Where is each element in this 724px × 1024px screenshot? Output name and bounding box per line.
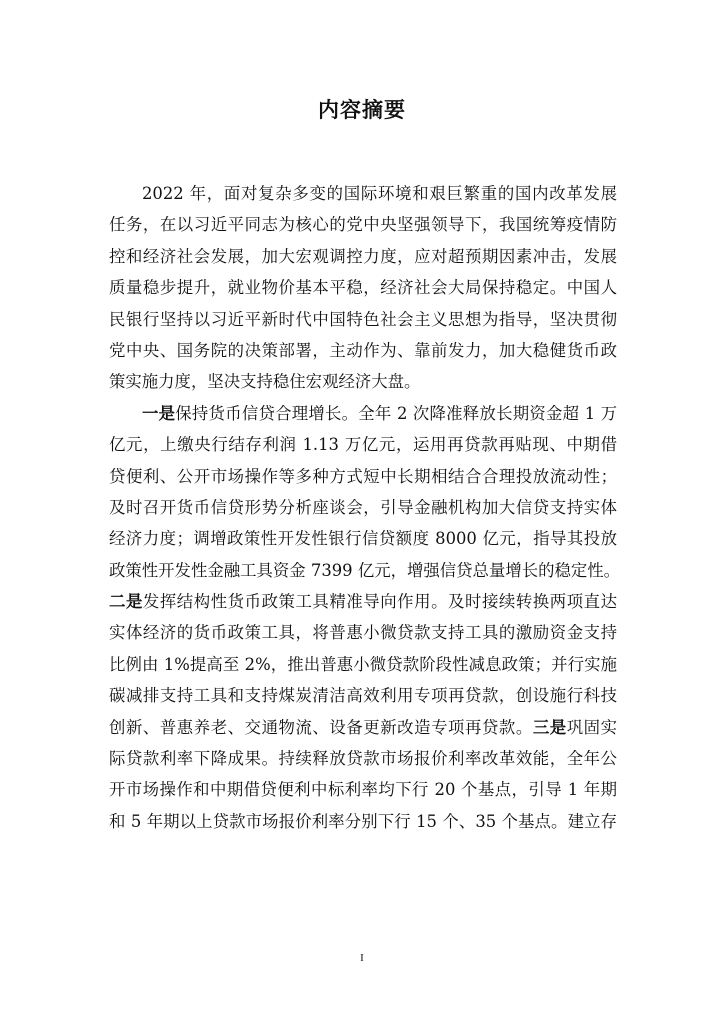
point-two-lead: 二是 [109, 592, 143, 612]
paragraph-2-line: 实体经济的货币政策工具，将普惠小微贷款支持工具的激励资金支持 [109, 623, 617, 643]
page-title: 内容摘要 [318, 98, 406, 122]
paragraph-1-line: 策实施力度，坚决支持稳住宏观经济大盘。 [109, 372, 421, 392]
paragraph-1-line: 党中央、国务院的决策部署，主动作为、靠前发力，加大稳健货币政 [109, 340, 617, 360]
paragraph-2-line [109, 712, 617, 743]
paragraph-1-line: 任务，在以习近平同志为核心的党中央坚强领导下，我国统筹疫情防 [109, 215, 617, 235]
paragraph-2-line: 贷便利、公开市场操作等多种方式短中长期相结合合理投放流动性； [109, 466, 617, 486]
paragraph-2-line: 经济力度；调增政策性开发性银行信贷额度 8000 亿元，指导其投放 [109, 529, 617, 549]
paragraph-2-line: 碳减排支持工具和支持煤炭清洁高效利用专项再贷款，创设施行科技 [109, 686, 617, 706]
paragraph-2-line [109, 398, 617, 429]
paragraph-2-text: 保持货币信贷合理增长。全年 2 次降准释放长期资金超 1 万 [175, 403, 617, 423]
paragraph-2-line: 政策性开发性金融工具资金 7399 亿元，增强信贷总量增长的稳定性。 [109, 560, 621, 580]
paragraph-1-line: 2022 年，面对复杂多变的国际环境和艰巨繁重的国内改革发展 [142, 184, 617, 203]
point-three-lead: 三是 [532, 717, 567, 737]
paragraph-1-line: 质量稳步提升，就业物价基本平稳，经济社会大局保持稳定。中国人 [109, 278, 617, 298]
paragraph-2-text: 巩固实 [566, 717, 618, 737]
paragraph-2-line: 开市场操作和中期借贷便利中标利率均下行 20 个基点，引导 1 年期 [109, 780, 617, 800]
paragraph-2-line: 亿元，上缴央行结存利润 1.13 万亿元，运用再贷款再贴现、中期借 [109, 435, 617, 455]
body-text [109, 178, 621, 837]
paragraph-1-line: 民银行坚持以习近平新时代中国特色社会主义思想为指导，坚决贯彻 [109, 309, 617, 329]
paragraph-2-line: 和 5 年期以上贷款市场报价利率分别下行 15 个、35 个基点。建立存 [109, 811, 617, 831]
paragraph-2-line: 比例由 1%提高至 2%，推出普惠小微贷款阶段性减息政策；并行实施 [109, 654, 617, 674]
page-number: I [360, 952, 364, 964]
paragraph-2-line: 际贷款利率下降成果。持续释放贷款市场报价利率改革效能，全年公 [109, 749, 617, 769]
paragraph-2-line: 及时召开货币信贷形势分析座谈会，引导金融机构加大信贷支持实体 [109, 497, 617, 517]
paragraph-2-line [109, 586, 617, 617]
paragraph-2-text: 创新、普惠养老、交通物流、设备更新改造专项再贷款。 [109, 717, 533, 737]
point-one-lead: 一是 [142, 403, 176, 423]
paragraph-1-line: 控和经济社会发展，加大宏观调控力度，应对超预期因素冲击，发展 [109, 246, 617, 266]
paragraph-2-text: 发挥结构性货币政策工具精准导向作用。及时接续转换两项直达 [142, 592, 618, 612]
